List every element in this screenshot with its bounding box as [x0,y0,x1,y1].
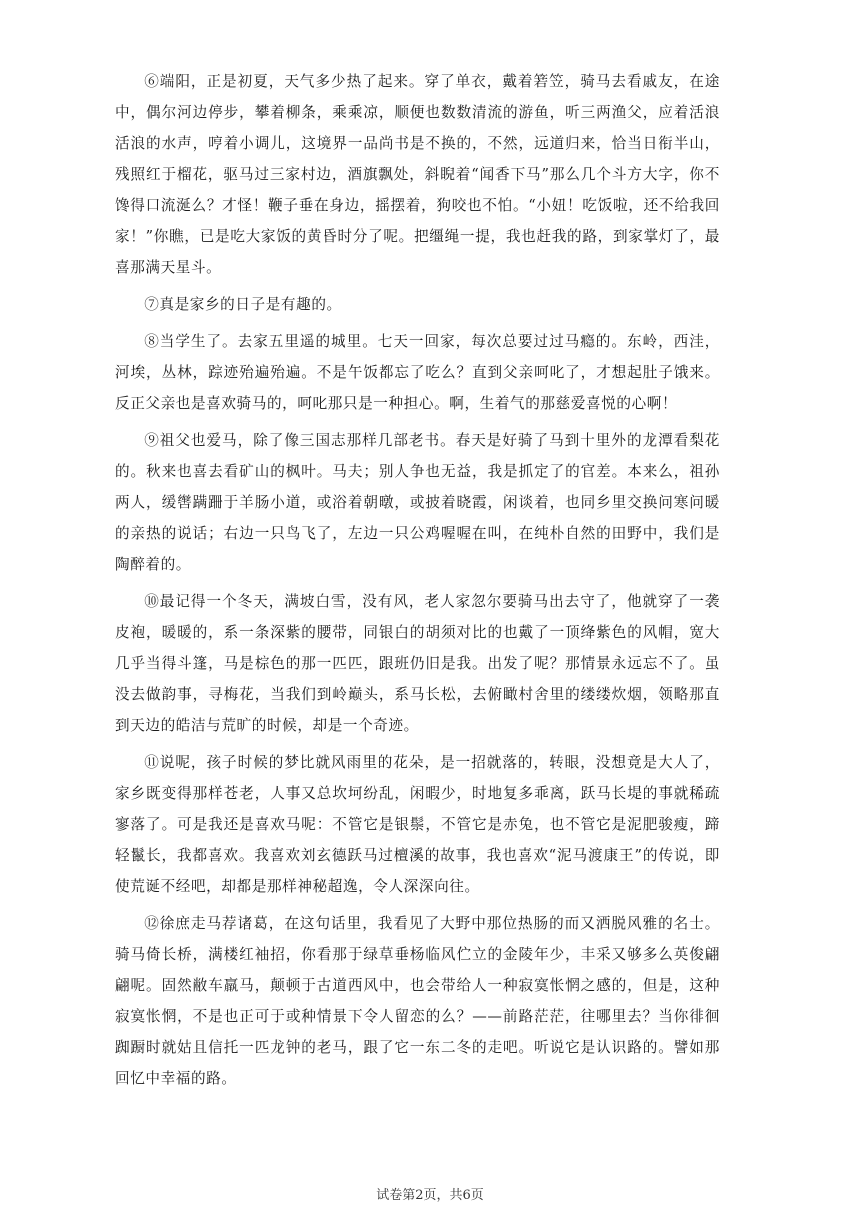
paragraph-8: ⑧当学生了。去家五里遥的城里。七天一回家，每次总要过过马瘾的。东岭，西洼，河埃，丛林，踪迹殆遍殆遍。不是午饭都忘了吃么？直到父亲呵叱了，才想起肚子饿来。反正父亲也是喜欢骑马的，呵叱那只是一种担心。啊，生着气的那慈爱喜悦的心啊！ [115,333,720,412]
page-footer: 试卷第2页，共6页 [376,1188,484,1203]
paragraph-9: ⑨祖父也爱马，除了像三国志那样几部老书。春天是好骑了马到十里外的龙潭看梨花的。秋来也喜去看矿山的枫叶。马夫；别人争也无益，我是抓定了的官差。本来么，祖孙两人，缓辔蹒跚于羊肠小道，或浴着朝暾，或披着晓霞，闲谈着，也同乡里交换问寒问暖的亲热的说话；右边一只鸟飞了，左边一只公鸡喔喔在叫，在纯朴自然的田野中，我们是陶醉着的。 [115,432,720,573]
paragraph-11: ⑪说呢，孩子时候的梦比就风雨里的花朵，是一招就落的，转眼，没想竟是大人了，家乡既变得那样苍老，人事又总坎坷纷乱，闲暇少，时地复多乖离，跃马长堤的事就稀疏寥落了。可是我还是喜欢马呢：不管它是银鬃，不管它是赤兔，也不管它是泥肥骏瘦，蹄轻鬣长，我都喜欢。我喜欢刘玄德跃马过檀溪的故事，我也喜欢“泥马渡康王”的传说，即使荒诞不经吧，却都是那样神秘超逸，令人深深向往。 [115,754,720,895]
paragraph-7: ⑦真是家乡的日子是有趣的。 [144,296,342,313]
paragraph-6: ⑥端阳，正是初夏，天气多少热了起来。穿了单衣，戴着箬笠，骑马去看戚友，在途中，偶尔河边停步，攀着柳条，乘乘凉，顺便也数数清流的游鱼，听三两渔父，应着活浪活浪的水声，哼着小调儿，这境界一品尚书是不换的，不然，远道归来，恰当日衔半山，残照红于榴花，驱马过三家村边，酒旗飘处，斜睨着“闻香下马”那么几个斗方大字，你不馋得口流涎么？才怪！鞭子垂在身边，摇摆着，狗咬也不怕。“小妞！吃饭啦，还不给我回家！”你瞧，已是吃大家饭的黄昏时分了呢。把缰绳一提，我也赶我的路，到家掌灯了，最喜那满天星斗。 [115,73,720,276]
document-body [115,66,720,1100]
paragraph-10: ⑩最记得一个冬天，满坡白雪，没有风，老人家忽尔要骑马出去守了，他就穿了一袭皮袍，暖暖的，系一条深紫的腰带，同银白的胡须对比的也戴了一顶绛紫色的风帽，宽大几乎当得斗篷，马是棕色的那一匹匹，跟班仍旧是我。出发了呢？那情景永远忘不了。虽没去做韵事，寻梅花，当我们到岭巅头，系马长松，去俯瞰村舍里的缕缕炊烟，领略那直到天边的皓洁与荒旷的时候，却是一个奇迹。 [115,593,720,734]
paragraph-12: ⑫徐庶走马荐诸葛，在这句话里，我看见了大野中那位热肠的而又洒脱风雅的名士。骑马倚长桥，满楼红袖招，你看那于绿草垂杨临风伫立的金陵年少，丰采又够多么英俊翩翩呢。固然敝车羸马，颠顿于古道西风中，也会带给人一种寂寞怅惘之感的，但是，这种寂寞怅惘，不是也正可于或种情景下令人留恋的么？——前路茫茫，往哪里去？当你徘徊踟蹰时就姑且信托一匹龙钟的老马，跟了它一东二冬的走吧。听说它是认识路的。譬如那回忆中幸福的路。 [115,915,720,1087]
